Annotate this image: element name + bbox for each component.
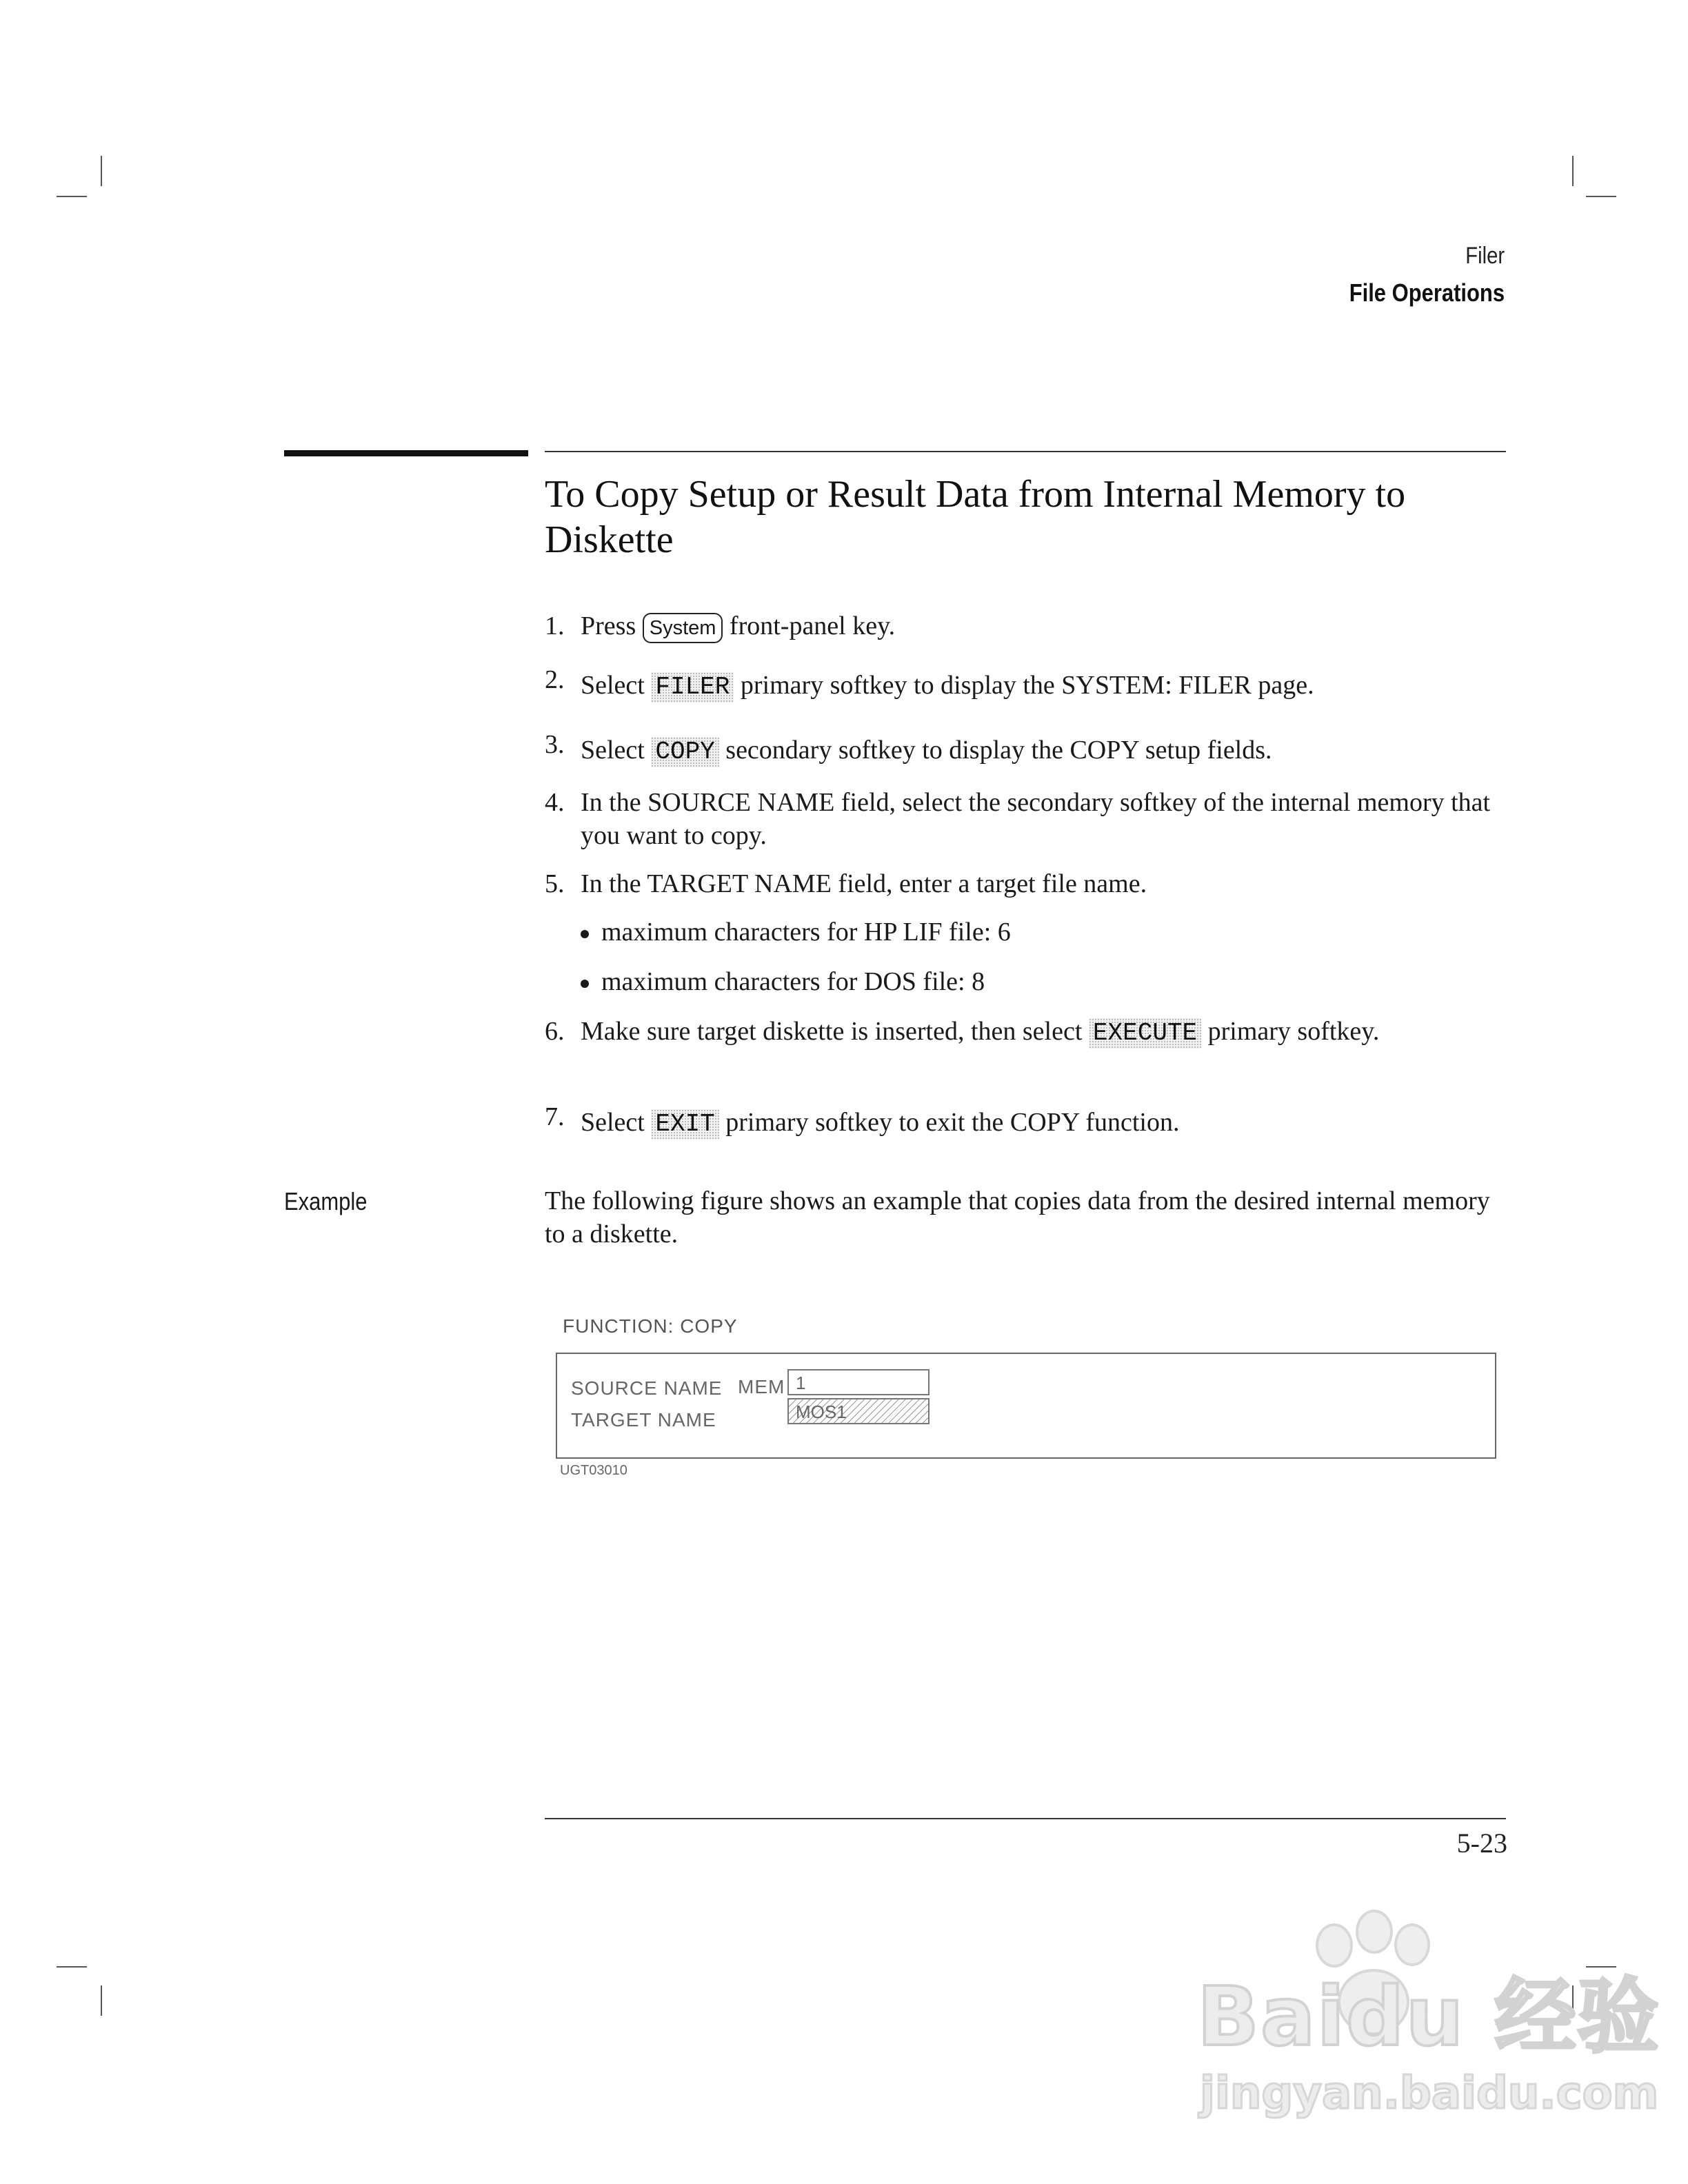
running-header-section: File Operations: [1349, 279, 1505, 307]
crop-mark: [57, 196, 87, 197]
step-text: primary softkey to display the SYSTEM: FILER page.: [740, 671, 1314, 700]
page-number: 5-23: [1456, 1828, 1507, 1859]
step-3: [545, 728, 1272, 767]
step-6: [545, 1015, 1518, 1049]
step-1: [545, 609, 895, 643]
filer-softkey: FILER: [651, 672, 734, 702]
mem-label: MEM: [738, 1376, 785, 1397]
step-text: Make sure target diskette is inserted, then select: [581, 1017, 1083, 1046]
source-name-field: 1: [787, 1369, 930, 1395]
example-label: Example: [284, 1187, 368, 1215]
section-rule-thick: [284, 450, 528, 456]
bullet-item: [581, 965, 985, 998]
step-text: primary softkey.: [1207, 1017, 1380, 1046]
step-4: [545, 786, 1518, 852]
watermark-paw-icon: [1356, 1910, 1393, 1954]
bullet-dot: [581, 980, 589, 988]
crop-mark: [101, 1985, 102, 2016]
step-text: Press: [581, 611, 636, 640]
step-text: front-panel key.: [729, 611, 896, 640]
watermark-logo-text: Baidu 经验: [1197, 1969, 1660, 2064]
target-name-field: MOS1: [787, 1398, 930, 1424]
step-number: 6.: [545, 1017, 565, 1046]
copy-softkey: COPY: [651, 737, 719, 767]
step-number: 5.: [545, 869, 565, 898]
step-2: [545, 663, 1314, 702]
source-name-label: SOURCE NAME: [571, 1377, 723, 1399]
step-text: Select: [581, 1108, 645, 1137]
crop-mark: [1586, 196, 1616, 197]
system-key: System: [643, 613, 723, 643]
bullet-text: maximum characters for DOS file: 8: [601, 967, 985, 996]
crop-mark: [1572, 156, 1574, 186]
step-text: In the TARGET NAME field, enter a target file name.: [581, 869, 1147, 898]
step-text: primary softkey to exit the COPY function.: [725, 1108, 1180, 1137]
footer-rule: [545, 1818, 1506, 1819]
bullet-dot: [581, 930, 589, 938]
running-header-chapter: Filer: [1465, 243, 1505, 269]
step-text: Select: [581, 736, 645, 765]
step-number: 1.: [545, 611, 565, 640]
step-number: 7.: [545, 1102, 565, 1131]
figure-title: FUNCTION: COPY: [563, 1315, 738, 1337]
step-number: 3.: [545, 730, 565, 759]
figure-code: UGT03010: [560, 1463, 627, 1478]
exit-softkey: EXIT: [651, 1109, 719, 1140]
bullet-item: [581, 916, 1011, 949]
section-rule-thin: [545, 451, 1506, 452]
crop-mark: [101, 156, 102, 186]
step-number: 2.: [545, 665, 565, 694]
watermark-url: jingyan.baidu.com: [1200, 2068, 1659, 2119]
step-text: Select: [581, 671, 645, 700]
step-5: [545, 867, 1147, 900]
crop-mark: [57, 1966, 87, 1968]
figure-screen: [556, 1353, 1496, 1459]
step-text: In the SOURCE NAME field, select the secondary softkey of the internal memory that you want to copy.: [581, 788, 1491, 850]
example-paragraph: The following figure shows an example that copies data from the desired internal memory to a diskette.: [545, 1186, 1490, 1248]
bullet-text: maximum characters for HP LIF file: 6: [601, 918, 1011, 947]
target-name-label: TARGET NAME: [571, 1409, 716, 1430]
step-7: [545, 1100, 1180, 1140]
step-text-group: [581, 1015, 1518, 1049]
execute-softkey: EXECUTE: [1089, 1018, 1201, 1049]
page-title: To Copy Setup or Result Data from Internal Memory to Diskette: [545, 473, 1406, 561]
step-text: secondary softkey to display the COPY setup fields.: [725, 736, 1272, 765]
step-number: 4.: [545, 788, 565, 817]
